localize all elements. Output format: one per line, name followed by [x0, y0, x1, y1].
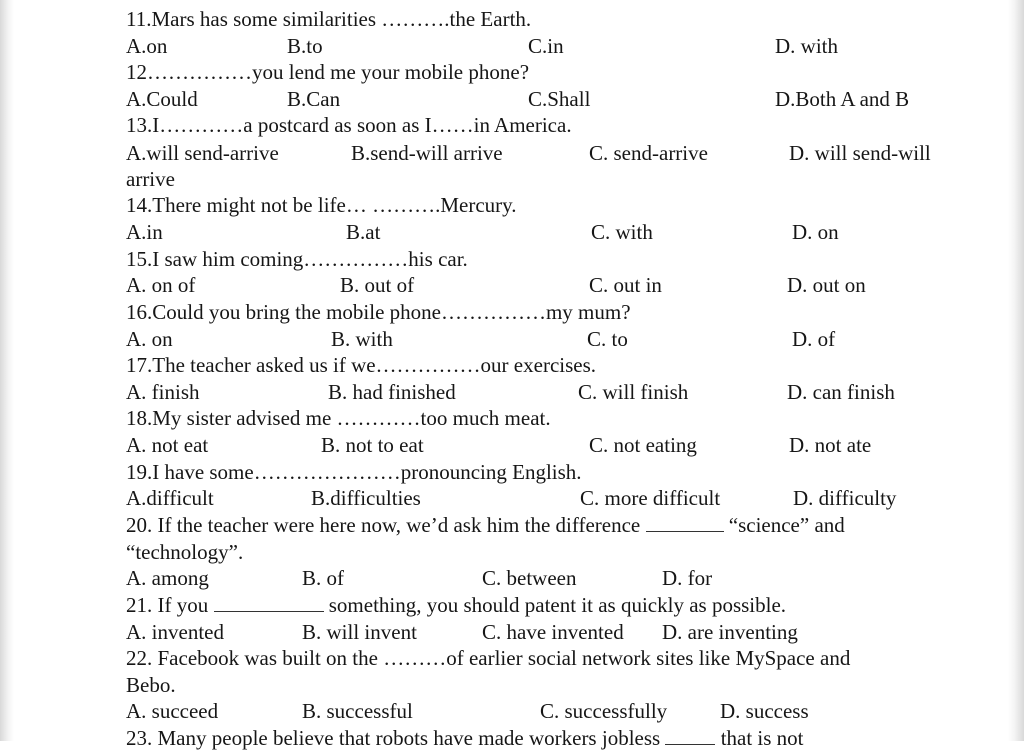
- question-13-text: 13.I…………a postcard as soon as I……in America.: [126, 113, 572, 137]
- option-22-c: C. successfully: [540, 699, 668, 723]
- option-12-c: C.Shall: [528, 87, 591, 111]
- option-20-c: C. between: [482, 566, 577, 590]
- question-19-text: 19.I have some…………………pronouncing English.: [126, 460, 582, 484]
- option-17-d: D. can finish: [787, 380, 895, 404]
- option-13-b: B.send-will arrive: [351, 141, 503, 165]
- option-20-a: A. among: [126, 566, 209, 590]
- option-11-d: D. with: [775, 34, 838, 58]
- question-22-continuation: Bebo.: [126, 673, 176, 697]
- answer-blank: [214, 593, 324, 612]
- option-12-a: A.Could: [126, 87, 198, 111]
- option-22-b: B. successful: [302, 699, 413, 723]
- question-23-text-before: 23. Many people believe that robots have made workers jobless: [126, 726, 661, 750]
- option-17-b: B. had finished: [328, 380, 456, 404]
- option-19-d: D. difficulty: [793, 486, 897, 510]
- question-21-text: [126, 593, 786, 617]
- question-20-continuation: “technology”.: [126, 540, 244, 564]
- option-14-d: D. on: [792, 220, 839, 244]
- option-20-b: B. of: [302, 566, 344, 590]
- question-11-text: 11.Mars has some similarities ……….the Earth.: [126, 7, 532, 31]
- option-21-b: B. will invent: [302, 620, 417, 644]
- question-20-text-after: “science” and: [728, 513, 845, 537]
- option-21-c: C. have invented: [482, 620, 624, 644]
- option-15-c: C. out in: [589, 273, 662, 297]
- option-17-c: C. will finish: [578, 380, 689, 404]
- option-22-d: D. success: [720, 699, 809, 723]
- option-21-d: D. are inventing: [662, 620, 798, 644]
- question-23-text-after: that is not: [720, 726, 804, 750]
- option-19-b: B.difficulties: [311, 486, 421, 510]
- question-21-text-before: 21. If you: [126, 593, 209, 617]
- option-19-a: A.difficult: [126, 486, 214, 510]
- question-20-text-before: 20. If the teacher were here now, we’d ask him the difference: [126, 513, 641, 537]
- question-21-text-after: something, you should patent it as quickly as possible.: [328, 593, 787, 617]
- option-15-a: A. on of: [126, 273, 196, 297]
- page-edge-right: [1008, 0, 1024, 741]
- option-19-c: C. more difficult: [580, 486, 721, 510]
- option-20-d: D. for: [662, 566, 713, 590]
- option-12-b: B.Can: [287, 87, 341, 111]
- option-18-c: C. not eating: [589, 433, 697, 457]
- question-14-text: 14.There might not be life… ……….Mercury.: [126, 193, 517, 217]
- option-14-b: B.at: [346, 220, 381, 244]
- option-15-d: D. out on: [787, 273, 866, 297]
- option-11-b: B.to: [287, 34, 323, 58]
- option-16-c: C. to: [587, 327, 628, 351]
- question-23-text: [126, 726, 804, 750]
- question-22-text: 22. Facebook was built on the ………of earlier social network sites like MySpace and: [126, 646, 851, 670]
- option-17-a: A. finish: [126, 380, 200, 404]
- option-15-b: B. out of: [340, 273, 415, 297]
- answer-blank: [665, 726, 715, 745]
- question-15-text: 15.I saw him coming……………his car.: [126, 247, 468, 271]
- option-16-b: B. with: [331, 327, 393, 351]
- option-13-c: C. send-arrive: [589, 141, 708, 165]
- option-11-a: A.on: [126, 34, 168, 58]
- page-edge-left: [0, 0, 14, 741]
- option-11-c: C.in: [528, 34, 564, 58]
- option-14-c: C. with: [591, 220, 653, 244]
- question-20-text: [126, 513, 845, 537]
- option-18-a: A. not eat: [126, 433, 209, 457]
- option-13-d-continuation: arrive: [126, 167, 175, 191]
- option-18-d: D. not ate: [789, 433, 872, 457]
- option-13-d: D. will send-will: [789, 141, 931, 165]
- option-21-a: A. invented: [126, 620, 224, 644]
- answer-blank: [646, 513, 724, 532]
- option-16-d: D. of: [792, 327, 836, 351]
- option-12-d: D.Both A and B: [775, 87, 910, 111]
- question-12-text: 12……………you lend me your mobile phone?: [126, 60, 530, 84]
- question-18-text: 18.My sister advised me …………too much meat.: [126, 406, 551, 430]
- option-18-b: B. not to eat: [321, 433, 424, 457]
- option-22-a: A. succeed: [126, 699, 219, 723]
- option-14-a: A.in: [126, 220, 163, 244]
- question-16-text: 16.Could you bring the mobile phone……………my mum?: [126, 300, 631, 324]
- option-13-a: A.will send-arrive: [126, 141, 279, 165]
- question-17-text: 17.The teacher asked us if we……………our exercises.: [126, 353, 597, 377]
- option-16-a: A. on: [126, 327, 173, 351]
